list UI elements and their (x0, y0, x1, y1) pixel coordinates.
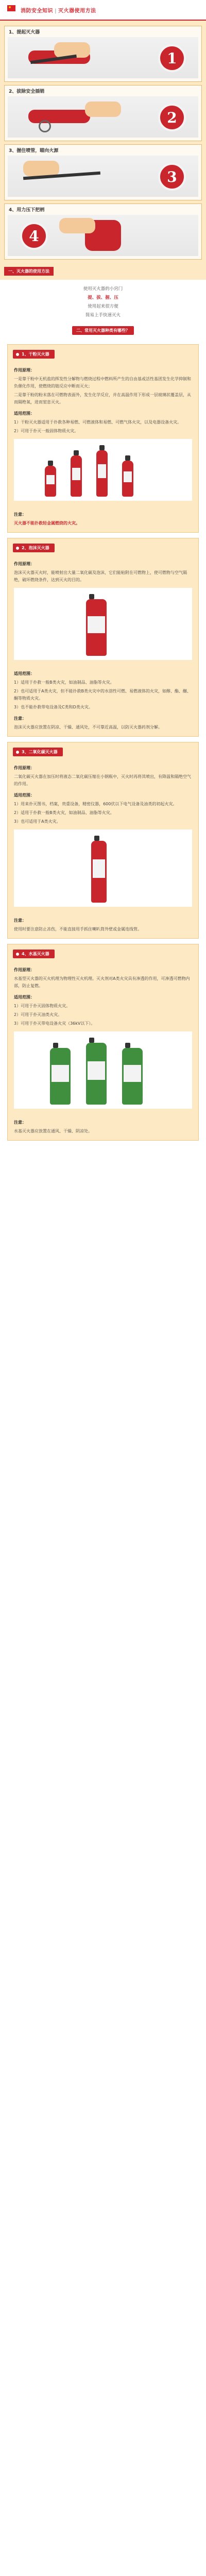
step-label: 4、用力压下把柄 (9, 208, 45, 213)
card-heading: 注意： (14, 512, 26, 517)
extinguisher-photo (14, 829, 192, 907)
step-card (4, 144, 202, 200)
tips-block (0, 280, 206, 324)
extinguisher-photo (14, 439, 192, 501)
card-paragraph: 一是靠干粉中无机盐的挥发性分解物与燃烧过程中燃料所产生的自由基或活性基团发生化学抑制和负催化作用，使燃烧的链反应中断而灭火； (14, 377, 191, 388)
step-number-badge: 1 (158, 44, 186, 72)
card-paragraph: 二是靠干粉的粉末落在可燃物表面外，发生化学反应，并在高温作用下形成一层玻璃状覆盖层，从而隔绝氧，进而窒息灭火。 (14, 393, 191, 404)
extinguisher-card-water-based (7, 944, 199, 1141)
card-note: 泡沫灭火器应放置在阴凉、干燥、通风处，不可靠近高温，以防灭火器药剂分解。 (14, 725, 162, 730)
card-heading: 作用原理： (14, 766, 35, 770)
extinguisher-card-co2 (7, 742, 199, 939)
flag-icon (4, 3, 18, 16)
step-illustration (8, 215, 198, 256)
step-card (4, 204, 202, 260)
step-illustration (8, 37, 198, 78)
card-paragraph: 2）可用于扑灭一般固体物质火灾。 (14, 429, 79, 433)
card-note: 水基灭火器应放置在通风、干燥、阴凉处。 (14, 1129, 92, 1133)
card-heading: 注意： (14, 918, 26, 923)
card-paragraph: 2）可用于扑灭油类火灾。 (14, 1012, 62, 1017)
card-heading: 适用范围： (14, 995, 35, 999)
card-heading: 作用原理： (14, 968, 35, 972)
tips-line: 使用灭火器的小窍门 (83, 286, 123, 292)
step-number-badge: 3 (158, 163, 186, 191)
extinguisher-photo (14, 588, 192, 660)
article-page (0, 0, 206, 1146)
step-label: 2、拔除安全插销 (9, 89, 45, 94)
step-illustration (8, 156, 198, 197)
step-card (4, 85, 202, 141)
card-note: 使用时要注意防止冻伤，不能直接用手抓住喇叭筒外壁或金属连线管。 (14, 927, 142, 931)
card-title: 2、泡沫灭火器 (13, 544, 55, 552)
card-heading: 注意： (14, 716, 26, 721)
step-label: 3、握住喷管，瞄向火源 (9, 148, 59, 154)
card-paragraph: 水基型灭火器的灭火机理为物理性灭火机理。灭火剂对A类火灾具有渗透的作用，可渗透可燃物内部，防止复燃。 (14, 976, 190, 988)
category-tab-row (0, 324, 206, 339)
card-title: 1、干粉灭火器 (13, 350, 55, 359)
extinguisher-photo (14, 1031, 192, 1109)
card-paragraph: 1）用来扑灭图书，档案，贵重设备，精密仪器，600伏以下电气设备及油类的初起火灾。 (14, 802, 177, 806)
category-tab: 二、常用灭火器种类有哪些？ (72, 326, 134, 335)
card-heading: 适用范围： (14, 793, 35, 798)
card-paragraph: 3）也不能扑救带电设备及C类和D类火灾。 (14, 705, 93, 709)
card-paragraph: 3）可用于扑灭带电设备火灾（36kV以下）。 (14, 1021, 95, 1026)
step-illustration (8, 96, 198, 138)
header-title: 消防安全知识 | 灭火器使用方法 (21, 8, 96, 14)
card-paragraph: 1）可用于扑灭固体物质火灾。 (14, 1004, 71, 1008)
card-heading: 作用原理： (14, 368, 35, 372)
card-paragraph: 二氧化碳灭火器在加压时将液态二氧化碳压缩在小钢瓶中，灭火时再将其喷出，有降温和隔绝空气的作用。 (14, 774, 191, 786)
card-paragraph: 2）也可适用于A类火灾，但不能扑救B类火灾中的水溶性可燃、易燃液体的火灾，如醇、酯、醚、酮等物质火灾。 (14, 689, 192, 701)
card-paragraph: 2）适用于扑救一般B类火灾，如油制品、油脂等火灾。 (14, 810, 114, 815)
step-label: 1、提起灭火器 (9, 30, 40, 35)
section-banner: 一、灭火器的使用方法 (4, 267, 54, 276)
card-heading: 作用原理： (14, 562, 35, 566)
card-title: 4、水基灭火器 (13, 950, 55, 958)
card-heading: 适用范围： (14, 411, 35, 416)
card-paragraph: 1）干粉灭火器适用于扑救各种易燃、可燃液体和易燃、可燃气体火灾，以及电器设备火灾。 (14, 420, 182, 425)
tips-line: 简易上手快速灭火 (85, 313, 121, 318)
card-paragraph: 3）也可适用于A类火灾。 (14, 819, 61, 824)
step-number-badge: 2 (158, 104, 186, 131)
step-card (4, 26, 202, 82)
card-title: 3、二氧化碳灭火器 (13, 748, 63, 756)
extinguisher-card-foam (7, 538, 199, 737)
card-note: 灭火器不能扑救轻金属燃烧的火灾。 (14, 521, 80, 526)
card-heading: 适用范围： (14, 671, 35, 676)
article-header (0, 0, 206, 21)
step-number-badge: 4 (20, 222, 48, 250)
card-heading: 注意： (14, 1120, 26, 1125)
card-paragraph: 1）适用于扑救一般B类火灾，如油制品、油脂等火灾。 (14, 680, 114, 685)
usage-steps-section (0, 21, 206, 280)
tips-line: 使用起来很方便 (88, 304, 118, 309)
card-paragraph: 泡沫灭火器灭火时，能喷射出大量二氧化碳及泡沫，它们能粘附在可燃物上，使可燃物与空气隔绝，破坏燃烧条件，达到灭火的目的。 (14, 570, 187, 582)
tips-keywords: 提、拔、握、压 (88, 295, 118, 300)
extinguisher-card-dry-powder (7, 344, 199, 533)
